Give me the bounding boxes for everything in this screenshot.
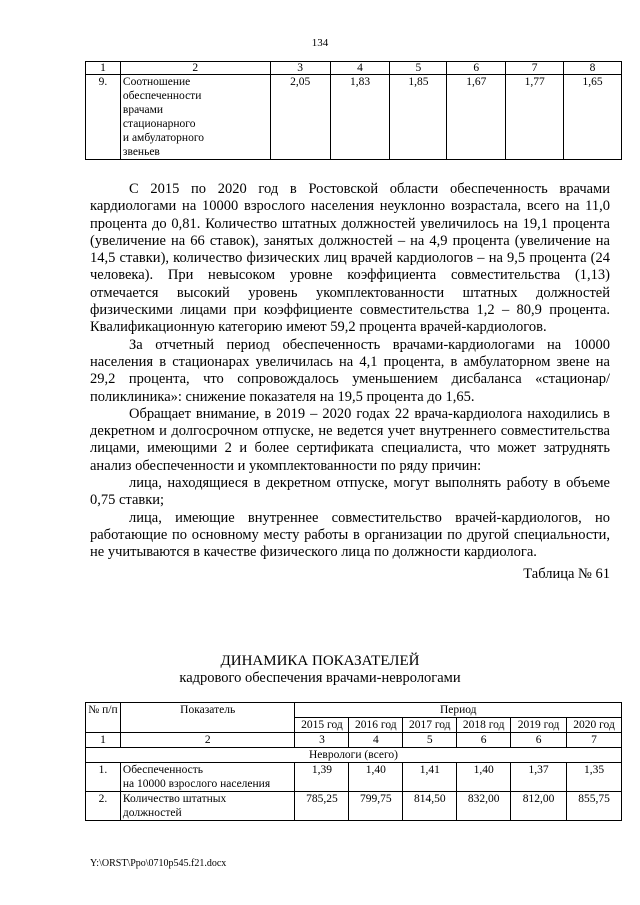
row-label-line: и амбулаторного [122,132,204,144]
top-header-cell: 5 [390,62,447,75]
top-header-cell: 6 [447,62,506,75]
table-row [86,792,622,821]
table-caption: Таблица № 61 [523,565,610,582]
value-cell: 1,39 [295,763,349,792]
value-cell: 1,83 [330,75,390,160]
index-cell: 1 [86,733,121,748]
index-cell: 6 [511,733,567,748]
group-title-row [86,748,622,763]
table-row [86,763,622,792]
section-title: ДИНАМИКА ПОКАЗАТЕЛЕЙ [220,653,420,669]
col-indicator-header: Показатель [120,703,295,733]
row-label [120,792,295,821]
row-label-line: стационарного [122,118,196,130]
bottom-table [85,702,622,821]
row-number: 2. [86,792,121,821]
value-cell: 832,00 [457,792,511,821]
row-label [120,763,295,792]
bottom-index-row [86,733,622,748]
value-cell: 2,05 [270,75,330,160]
index-cell: 3 [295,733,349,748]
value-cell: 1,77 [506,75,564,160]
row-label-line: звеньев [122,146,160,158]
footer-file-path: Y:\ORST\Ppo\0710p545.f21.docx [90,858,227,869]
paragraph: С 2015 по 2020 год в Ростовской области обеспеченность врачами кардиологами на 10000 взрослого населения неуклонно возрастала, всего на 11,0 процента до 0,81. Количество штатных должностей увеличилось на 19,1 процента (увеличение на 66 ставок), занятых должностей – на 4,9 процента (увеличение на 14,5 ставки), количество физических лиц врачей кардиологов – на 9,5 процента (24 человека). При невысоком уровне коэффициента совместительства (1,13) отмечается высокий уровень укомплектованности штатных должностей физическими лицами при коэффициенте совместительства 1,2 – 80,9 процента. Квалификационную категорию имеют 59,2 процента врачей-кардиологов. [90,181,610,336]
value-cell: 1,85 [390,75,447,160]
year-cell: 2020 год [567,718,622,733]
value-cell: 1,41 [403,763,457,792]
value-cell: 1,65 [564,75,622,160]
year-cell: 2017 год [403,718,457,733]
top-header-cell: 4 [330,62,390,75]
value-cell: 1,40 [457,763,511,792]
value-cell: 812,00 [511,792,567,821]
top-table [85,61,622,160]
value-cell: 1,35 [567,763,622,792]
row-label [120,75,270,160]
group-title: Неврологи (всего) [86,748,622,763]
top-header-cell: 2 [120,62,270,75]
row-label-line: Обеспеченность [122,764,203,776]
row-label-line: врачами [122,104,164,116]
row-label-line: на 10000 взрослого населения [122,778,271,790]
value-cell: 1,40 [349,763,403,792]
section-subtitle: кадрового обеспечения врачами-неврологами [179,670,461,686]
year-cell: 2015 год [295,718,349,733]
top-header-cell: 7 [506,62,564,75]
value-cell: 785,25 [295,792,349,821]
top-header-cell: 1 [86,62,121,75]
value-cell: 855,75 [567,792,622,821]
col-period-header: Период [295,703,622,718]
value-cell: 814,50 [403,792,457,821]
year-cell: 2019 год [511,718,567,733]
paragraph: Обращает внимание, в 2019 – 2020 годах 22 врача-кардиолога находились в декретном и долгосрочном отпуске, не ведется учет внутреннего совместительства лицами, имеющими 2 и более сертификата специалиста, что может затруднять анализ обеспеченности и укомплектованности по ряду причин: [90,405,610,474]
bottom-header-row [86,703,622,718]
row-label-line: обеспеченности [122,90,202,102]
top-header-cell: 3 [270,62,330,75]
index-cell: 4 [349,733,403,748]
index-cell: 5 [403,733,457,748]
paragraph: лица, находящиеся в декретном отпуске, могут выполнять работу в объеме 0,75 ставки; [90,475,610,509]
top-table-header-row [86,62,622,75]
top-header-cell: 8 [564,62,622,75]
page-number: 134 [311,37,329,49]
row-label-line: Количество штатных [122,793,227,805]
value-cell: 799,75 [349,792,403,821]
value-cell: 1,67 [447,75,506,160]
col-number-header: № п/п [86,703,121,733]
row-number: 9. [86,75,121,160]
value-cell: 1,37 [511,763,567,792]
table-row [86,75,622,160]
paragraph: За отчетный период обеспеченность врачами-кардиологами на 10000 населения в стационарах увеличилась на 4,1 процента, в амбулаторном звене на 29,2 процента, что сопровождалось уменьшением дисбаланса «стационар/поликлиника»: снижение показателя на 19,5 процента до 1,65. [90,336,610,405]
paragraph: лица, имеющие внутреннее совместительство врачей-кардиологов, но работающие по основному месту работы в организации по другой специальности, не учитываются в качестве физического лица по должности кардиолога. [90,509,610,561]
row-label-line: Соотношение [122,76,191,88]
index-cell: 6 [457,733,511,748]
year-cell: 2016 год [349,718,403,733]
index-cell: 7 [567,733,622,748]
row-number: 1. [86,763,121,792]
row-label-line: должностей [122,807,182,819]
year-cell: 2018 год [457,718,511,733]
body-text [90,181,610,583]
index-cell: 2 [120,733,295,748]
